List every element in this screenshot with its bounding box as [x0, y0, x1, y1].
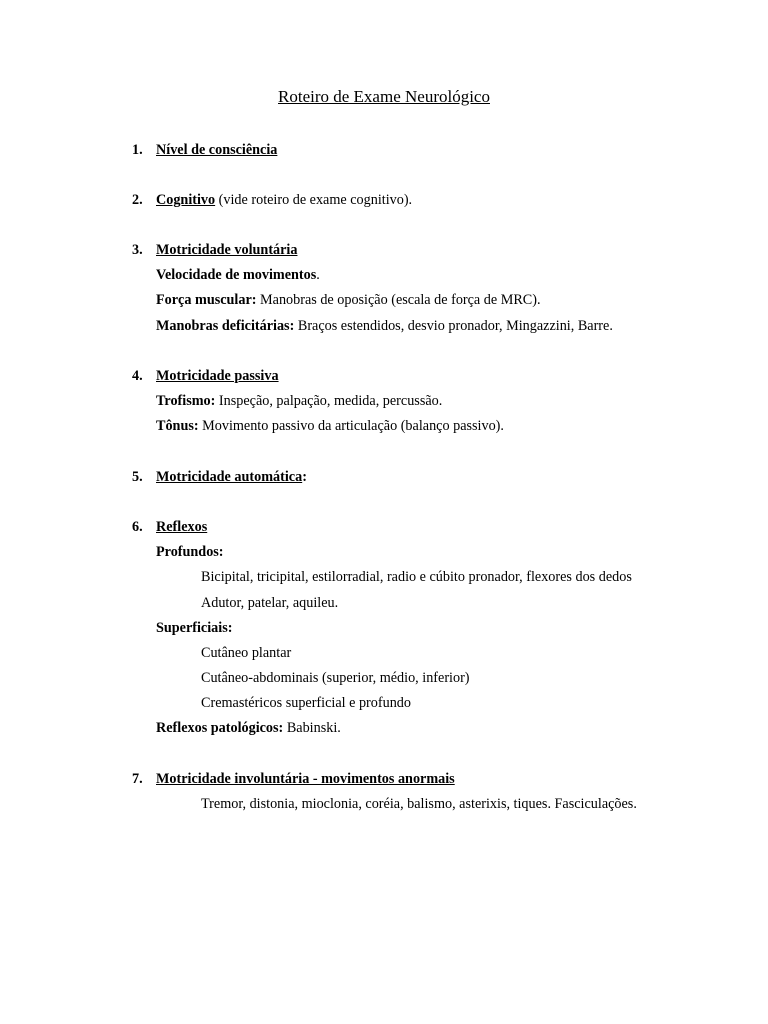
section-number: 5. — [132, 469, 143, 485]
page-title: Roteiro de Exame Neurológico — [278, 87, 490, 106]
list-item: Adutor, patelar, aquileu. — [201, 595, 339, 611]
list-item — [156, 317, 613, 335]
item-label: Força muscular: — [156, 292, 257, 308]
item-text: Braços estendidos, desvio pronador, Mingazzini, Barre. — [294, 318, 613, 334]
section-heading-motricidade-automatica: Motricidade automática — [156, 469, 303, 485]
item-text: Inspeção, palpação, medida, percussão. — [215, 393, 443, 409]
list-item: Bicipital, tricipital, estilorradial, radio e cúbito pronador, flexores dos dedos — [201, 569, 632, 585]
section-heading-nivel-consciencia: Nível de consciência — [156, 142, 278, 158]
section-heading-cognitivo: Cognitivo — [156, 192, 216, 208]
section-heading-motricidade-passiva: Motricidade passiva — [156, 368, 279, 384]
item-label: Velocidade de movimentos — [156, 267, 317, 283]
item-label: Reflexos patológicos: — [156, 720, 284, 736]
item-text: Babinski. — [283, 720, 341, 736]
section-number: 4. — [132, 368, 143, 384]
section-heading-reflexos: Reflexos — [156, 519, 208, 535]
item-text: Manobras de oposição (escala de força de MRC). — [256, 292, 541, 308]
section-heading-motricidade-involuntaria: Motricidade involuntária - movimentos anormais — [156, 771, 455, 787]
list-item — [156, 291, 541, 309]
list-item — [156, 266, 320, 284]
list-item — [156, 417, 504, 435]
section-number: 3. — [132, 242, 143, 258]
list-item: Cutâneo-abdominais (superior, médio, inferior) — [201, 670, 470, 686]
subheading-profundos: Profundos: — [156, 544, 224, 560]
section-number: 2. — [132, 192, 143, 208]
section-text: (vide roteiro de exame cognitivo). — [215, 192, 413, 208]
list-item: Cremastéricos superficial e profundo — [201, 695, 411, 711]
subheading-superficiais: Superficiais: — [156, 620, 233, 636]
item-label: Tônus: — [156, 418, 199, 434]
section-line-motricidade-automatica — [156, 468, 307, 486]
item-text: . — [316, 267, 320, 283]
list-item — [156, 392, 442, 410]
item-label: Manobras deficitárias: — [156, 318, 295, 334]
item-text: Movimento passivo da articulação (balanço passivo). — [198, 418, 504, 434]
list-item: Cutâneo plantar — [201, 645, 292, 661]
section-text: : — [302, 469, 307, 485]
section-number: 6. — [132, 519, 143, 535]
list-item: Tremor, distonia, mioclonia, coréia, balismo, asterixis, tiques. Fasciculações. — [201, 796, 637, 812]
list-item — [156, 719, 341, 737]
section-number: 7. — [132, 771, 143, 787]
item-label: Trofismo: — [156, 393, 216, 409]
section-line-cognitivo — [156, 191, 412, 209]
section-heading-motricidade-voluntaria: Motricidade voluntária — [156, 242, 298, 258]
section-number: 1. — [132, 142, 143, 158]
